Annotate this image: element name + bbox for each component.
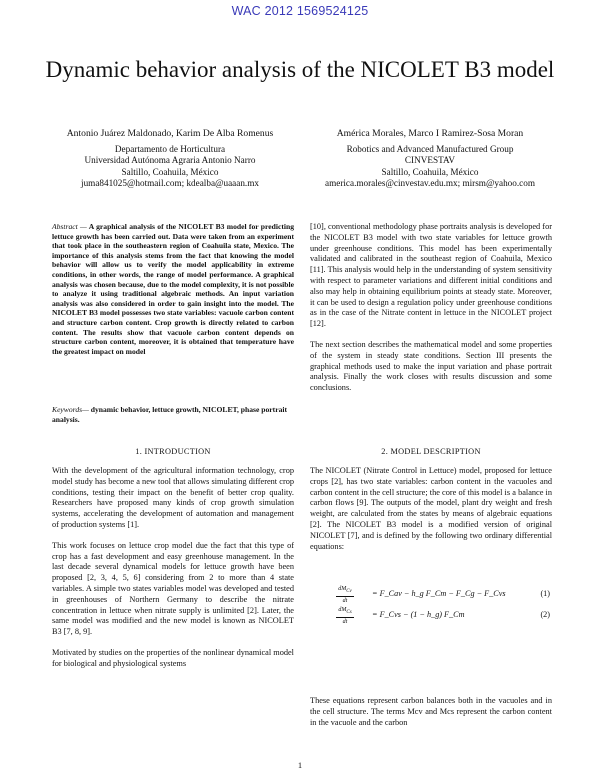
affiliation-line: Saltillo, Coahuila, México [381,166,479,177]
equation-lhs: $dM_{Cs}$ dt [336,607,354,626]
equation-rhs: = F_Cav − h_g F_Cm − F_Cg − F_Cvs [372,589,506,598]
right-column-bottom [310,696,552,738]
author-block-2 [300,128,560,190]
affiliation-line: Robotics and Advanced Manufactured Group [346,143,514,154]
keywords-label: Keywords— [52,405,89,414]
equation-number: (1) [540,589,550,598]
affiliation-line: Universidad Autónoma Agraria Antonio Narro [84,155,256,165]
paper-title: Dynamic behavior analysis of the NICOLET B3 model [45,57,555,82]
paragraph: This work focuses on lettuce crop model due the fact that this type of crop has a fast development and easy greenhouse management. In the last decade several dynamical models for lettuce growth have been proposed [2, 3, 4, 5, 6] considering from 2 to more than 4 state variables. A simple two states variables model was developed and tested in greenhouses of Northern Germany to describe the nitrate concentration in lettuce when nitrate supply is unlimited [2]. Later, the same model was modified and the new model is known as NICOLET B3 [7, 8, 9]. [52,540,294,637]
affiliation-line: CINVESTAV [404,155,456,165]
author-block-1 [40,128,300,190]
paragraph: The next section describes the mathematical model and some properties of the system in steady state conditions. Section III presents the graphical methods used to make the input variation and phase portrait analysis. Finally the work closes with results discussion and some conclusions. [310,339,552,393]
equation-rhs: = F_Cvs − (1 − h_g) F_Cm [372,610,465,619]
keywords-text: dynamic behavior, lettuce growth, NICOLET, phase portrait analysis. [52,405,288,424]
section-heading-introduction: 1. INTRODUCTION [135,447,211,456]
keywords [52,405,294,424]
page-number: 1 [297,760,303,770]
abstract-text: A graphical analysis of the NICOLET B3 model for predicting lettuce growth has been carried out. Data were taken from an experiment that took place in the southeastern region of Coahuila state, Mexico. The importance of this analysis stems from the fact that knowing the model behavior will allow us to verify the model applicability in extreme conditions, in other words, the range of model performance. A graphical analysis was chosen because, due to the model complexity, it is not possible to analyze it using traditional algebraic methods. An input variation analysis was also considered in order to gain insight into the model. The NICOLET B3 model possesses two state variables: vacuole carbon content and structure carbon content. Crop growth is directly related to carbon content. The results show that vacuole carbon content depends on structure carbon content, moreover, it is obtained that temperature have the greatest impact on model [52,222,294,356]
equation-number: (2) [540,610,550,619]
right-column-model [310,466,552,562]
author-email: america.morales@cinvestav.edu.mx; mirsm@yahoo.com [325,178,535,188]
conference-tag: WAC 2012 1569524125 [231,4,369,18]
right-column-intro [310,222,552,404]
paragraph: [10], conventional methodology phase portraits analysis is developed for the NICOLET B3 model with two state variables for lettuce growth under greenhouse conditions. This model has been experimentally validated and calibrated in the southeast region of Coahuila, Mexico [11]. This analysis would help in the understanding of system sensitivity with respect to parameter variations and different initial conditions and also may help in obtaining equilibrium points at steady state. Moreover, it can be used to design a regulation policy under greenhouse conditions as in the case of the Nitrate content in lettuce in the NICOLET project [12]. [310,222,552,329]
affiliation-line: Departamento de Horticultura [114,143,226,154]
author-names: Antonio Juárez Maldonado, Karim De Alba Romenus [66,128,274,139]
paragraph: These equations represent carbon balances both in the vacuoles and in the cell structure. The terms Mcv and Mcs represent the carbon content in the vacuole and the carbon [310,696,552,727]
affiliation-line: Saltillo, Coahuila, México [121,166,219,177]
equation-lhs: $dM_{Cv}$ dt [336,586,354,605]
author-email: juma841025@hotmail.com; kdealba@uaaan.mx [81,178,259,188]
abstract [52,222,294,356]
abstract-label: Abstract — [52,222,87,231]
equation-1 [310,586,552,604]
paragraph: The NICOLET (Nitrate Control in Lettuce) model, proposed for lettuce crops [2], has two state variables: carbon content in the vacuoles and carbon content in the cell structure; the core of this model is a balance in carbon flows [9]. The outputs of the model, plant dry weight and fresh weight, are calculated from the states by means of algebraic equations [2]. The NICOLET B3 model is a modified version of original NICOLET [7], and is defined by the following two ordinary differential equations: [310,466,552,551]
author-names: América Morales, Marco I Ramirez-Sosa Moran [336,128,524,139]
paragraph: Motivated by studies on the properties of the nonlinear dynamical model for biological and physiological systems [52,647,294,668]
left-column-body [52,466,294,680]
section-heading-model-description: 2. MODEL DESCRIPTION [381,447,481,456]
equation-2 [310,607,552,625]
paragraph: With the development of the agricultural information technology, crop model study has become a new tool that allows simulating different crop conditions, testing their impact on the benefit of better crop quality. Researchers have proposed many kinds of crop growth simulation systems, accelerating the development of automation and management of production systems [1]. [52,466,294,529]
